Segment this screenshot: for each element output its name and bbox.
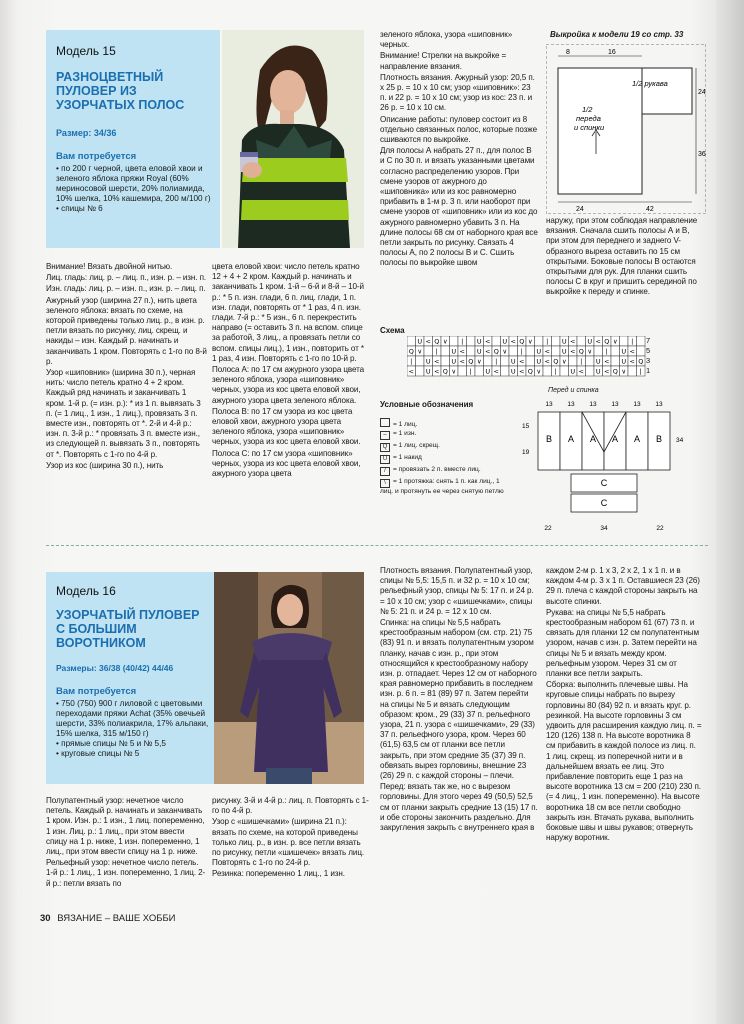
scheme-cell — [637, 346, 646, 356]
model15-text-col1 — [46, 262, 208, 534]
scheme-symbol: ∨ — [561, 357, 567, 366]
model15-text-col4 — [546, 216, 702, 320]
scheme-symbol: | — [580, 357, 583, 366]
model16-text-col4 — [546, 566, 702, 908]
scheme-symbol: | — [520, 347, 523, 356]
scheme-symbol: < — [459, 357, 465, 366]
fb-top-num: 13 — [589, 401, 597, 408]
scheme-symbol: Q — [442, 367, 448, 376]
paragraph: Полоса С: по 17 см узора «шиповник» черных, узора из кос цвета еловой хвои, ажурного узора цвета — [212, 448, 361, 479]
model16-need-item: • круговые спицы № 5 — [56, 749, 140, 758]
section-divider — [46, 545, 708, 546]
scheme-symbol: Q — [612, 367, 618, 376]
front-back-diagram — [516, 396, 692, 536]
fb-strip-letter: A — [633, 434, 641, 444]
legend-symbol: \ — [380, 479, 390, 488]
scheme-symbol: U — [536, 347, 542, 356]
paragraph: Ажурный узор (ширина 27 п.), нить цвета зеленого яблока: вязать по схеме, на которой приведены только лиц. р., в изн. р. петли вязать по рисунку, лиц. скрещ. и накиды – изн. Каждый р. начинать и заканчивать 1 кром. Повторять с 1-го по 8-й р. — [46, 295, 207, 366]
scheme-symbol: | — [546, 337, 549, 346]
scheme-symbol: U — [595, 357, 601, 366]
page-number: 30 — [40, 913, 51, 924]
scheme-symbol: ∨ — [502, 347, 508, 356]
fb-top-num: 13 — [633, 401, 641, 408]
scheme-cell — [611, 346, 620, 356]
scheme-cell — [416, 366, 425, 376]
fb-strip-letter: A — [611, 434, 619, 444]
scheme-symbol: Q — [638, 357, 644, 366]
paragraph: Узор с «шишечками» (ширина 21 п.): вязать по схеме, на которой приведены только лиц. р., в изн. р. все петли вязать по рисунку, петли «шишечек» вязать лиц. Повторять с 1-го по 24-й р. — [212, 817, 364, 868]
fb-top-num: 13 — [567, 401, 575, 408]
scheme-symbol: < — [425, 337, 431, 346]
scheme-symbol: | — [410, 357, 413, 366]
scheme-cell — [611, 356, 620, 366]
pattern-body-label-line: переда — [576, 114, 601, 123]
paragraph: Рукава: на спицы № 5,5 набрать крестообразным набором 61 (67) 73 п. и связать для планки 12 см полупатентным узором, начав с изн. р. Затем перейти на спицы № 5 и вязать между кром. рельефным узором. Через 31 см от планки все петли закрыть. — [546, 607, 699, 679]
model16-title: УЗОРЧАТЫЙ ПУЛОВЕР С БОЛЬШИМ ВОРОТНИКОМ — [56, 608, 200, 650]
scheme-symbol: Q — [578, 347, 584, 356]
paragraph: Узор «шиповник» (ширина 30 п.), черная нить: число петель кратно 4 + 2 кром. Каждый ряд начинать и заканчивать 1 кром. 1-й р. (= изн. р.): * из 1 п. вывязать 3 п. (= 1 лиц., 1 изн., 1 лиц.), провязать 3 п. вместе изн., повторять от *. 2-й и 4-й р.: изн. п. 3-й р.: * провязать 3 п. вместе изн., из следующей п. вывязать 3 п., повторять от *. Повторять с 1-го по 4-й р. — [46, 368, 201, 459]
scheme-symbol: < — [485, 337, 491, 346]
scheme-cell — [552, 336, 561, 346]
pattern-top-num: 8 — [566, 49, 570, 56]
model16-need-item: • 750 (750) 900 г лиловой с цветовыми переходами пряжи Achat (35% овечьей шерсти, 33% полиакрила, 17% альпаки, 15% шелка, 315 м/150 г) — [56, 699, 209, 738]
model16-size: Размеры: 36/38 (40/42) 44/46 — [56, 663, 174, 673]
pattern-right-num: 36 — [698, 151, 706, 158]
scheme-cell — [569, 356, 578, 366]
scheme-symbol: < — [595, 337, 601, 346]
scheme-cell — [407, 336, 416, 346]
paragraph: Узор из кос (ширина 30 п.), нить — [46, 460, 164, 470]
legend-text: = 1 изн. — [393, 430, 417, 437]
scheme-symbol: < — [604, 357, 610, 366]
model15-title: РАЗНОЦВЕТНЫЙ ПУЛОВЕР ИЗ УЗОРЧАТЫХ ПОЛОС — [56, 70, 185, 112]
scheme-symbol: ∨ — [527, 337, 533, 346]
paragraph: Плотность вязания. Ажурный узор: 20,5 п. x 25 р. = 10 x 10 см; узор «шиповник»: 23 п. и 22 р. = 10 x 10 см; узор из кос: 23 п. и 26 р. = 10 x 10 см. — [380, 72, 535, 113]
pattern-bottom-num: 24 — [576, 206, 584, 213]
scheme-symbol: < — [434, 367, 440, 376]
scheme-cell — [441, 356, 450, 366]
legend-symbol: U — [380, 455, 390, 464]
scheme-row-num: 5 — [646, 346, 651, 355]
scheme-symbol: U — [476, 337, 482, 346]
scheme-symbol: < — [629, 347, 635, 356]
front-back-title: Перед и спинка — [548, 387, 599, 394]
legend-item — [380, 442, 500, 452]
scheme-row-nums — [646, 336, 658, 376]
scheme-symbol: U — [621, 357, 627, 366]
scheme-symbol: < — [570, 347, 576, 356]
paragraph: рисунку. 3-й и 4-й р.: лиц. п. Повторять с 1-го по 4-й р. — [212, 796, 369, 816]
paragraph: наружу, при этом соблюдая направление вязания. Сначала сшить полосы А и В, при этом для переднего и заднего V-образного выреза оставить по 15 см открытыми. Боковые полосы В остаются открытыми для рук. Для планки сшить полосы С в круг и пришить серединой по выкройке к переду и спинке. — [546, 216, 698, 297]
paragraph: Плотность вязания. Полупатентный узор, спицы № 5,5: 15,5 п. и 32 р. = 10 x 10 см; рельефный узор, спицы № 5: 17 п. и 24 р. = 10 x 10 см; узор с «шишечками», спицы № 5: 21 п. и 24 р. = 12 x 10 см. — [380, 566, 534, 616]
pattern-right-num: 24 — [698, 89, 706, 96]
model16-needs-list — [56, 699, 212, 759]
model15-needs-list — [56, 164, 212, 214]
page-footer — [40, 913, 176, 924]
fb-left-num: 19 — [522, 449, 530, 456]
scheme-symbol: ∨ — [536, 367, 542, 376]
scheme-symbol: U — [476, 347, 482, 356]
paragraph: Лиц. гладь: лиц. р. – лиц. п., изн. р. – изн. п. — [46, 273, 207, 283]
scheme-cell — [441, 346, 450, 356]
scheme-symbol: ∨ — [476, 357, 482, 366]
scheme-symbol: U — [561, 337, 567, 346]
fb-strip-letter: B — [655, 434, 663, 444]
scheme-cell — [484, 356, 493, 366]
scheme-symbol: U — [536, 357, 542, 366]
pattern-body-label-line: и спинки — [574, 123, 605, 132]
magazine-name: ВЯЗАНИЕ – ВАШЕ ХОББИ — [57, 913, 176, 924]
scheme-cell — [526, 346, 535, 356]
scheme-symbol: < — [519, 357, 525, 366]
model15-info-panel — [46, 30, 220, 248]
legend-symbol — [380, 418, 390, 427]
scheme-symbol: U — [595, 367, 601, 376]
model15-label: Модель 15 — [56, 44, 116, 58]
model15-text-col3 — [380, 30, 538, 320]
scheme-cell — [424, 346, 433, 356]
pattern-diagram — [546, 44, 706, 214]
scheme-symbol: U — [570, 367, 576, 376]
scheme-symbol: ∨ — [417, 347, 423, 356]
fb-bottom-num: 22 — [544, 525, 552, 532]
scheme-row-num: 1 — [646, 366, 651, 375]
scheme-symbol: U — [510, 367, 516, 376]
legend-item — [380, 430, 500, 440]
scheme-symbol: ∨ — [612, 337, 618, 346]
fb-strip-letter: B — [545, 434, 553, 444]
paragraph: Для полосы А набрать 27 п., для полос В и С по 30 п. и вязать указанными цветами согласно распределению узоров. При смене узоров от ажурного до «шиповника» или из кос равномерно прибавить в 1-м р. 3 п. или наоборот при смене узоров от «шиповник» или из кос до ажурного равномерно убавить 3 п. На длине полосы 68 см от наборного края все петли закрыть по рисунку. Связать 4 полосы А, по 2 полосы В и С. Сшить полосы по выкройке швом — [380, 146, 538, 268]
scheme-symbol: | — [639, 367, 642, 376]
scheme-cell — [450, 336, 459, 346]
legend-item — [380, 466, 510, 476]
scheme-symbol: U — [510, 357, 516, 366]
scheme-symbol: < — [604, 367, 610, 376]
paragraph: Изн. гладь: лиц. р. – изн. п., изн. р. – лиц. п. — [46, 284, 206, 294]
paragraph: Полупатентный узор: нечетное число петель. Каждый р. начинать и заканчивать 1 кром. Изн. р.: 1 изн., 1 лиц. попеременно, 1 изн. Лиц. р.: 1 лиц., при этом ввести спицу на 1 р. ниже, 1 изн. попеременно, 1 лиц., при этом ввести спицу на 1 р. ниже. — [46, 796, 205, 857]
scheme-symbol: | — [631, 337, 634, 346]
scheme-symbol: < — [434, 357, 440, 366]
fb-bottom-num: 22 — [656, 525, 664, 532]
scheme-symbol: U — [502, 337, 508, 346]
scheme-cell — [628, 366, 637, 376]
paragraph: Описание работы: пуловер состоит из 8 отдельно связанных полос, которые позже сшиваются по выкройке. — [380, 114, 538, 145]
legend-text: = 1 накид — [393, 454, 422, 461]
scheme-symbol: | — [605, 347, 608, 356]
scheme-cell — [416, 356, 425, 366]
scheme-symbol: U — [425, 367, 431, 376]
scheme-symbol: Q — [434, 337, 440, 346]
scheme-cell — [620, 336, 629, 346]
scheme-cell — [577, 336, 586, 346]
scheme-cell — [492, 336, 501, 346]
scheme-symbol: < — [485, 347, 491, 356]
scheme-cells — [407, 336, 645, 376]
paragraph: каждом 2-м р. 1 x 3, 2 x 2, 1 x 1 п. и в каждом 4-м р. 3 x 1 п. Оставшиеся 23 (26) 29 п. плеча с каждой стороны закрыть на высоте спинки. — [546, 566, 700, 606]
scheme-symbol: | — [554, 367, 557, 376]
paragraph: Спинка: на спицы № 5,5 набрать крестообразным набором (см. стр. 21) 75 (83) 91 п. и вязать полупатентным узором планку, начав с изн. р., при этом относящийся к крестообразному набору изн. р. отпадает. Через 12 см от наборного края равномерно прибавить в последнем изн. р. 6 п. = 81 (89) 97 п. Затем перейти на спицы № 5 и вязать следующим образом: кром., 29 (33) 37 п. рельефного узора, 21 п. узора с «шишечками», 29 (33) 37 п. рельефного узора, кром. Через 60 (61,5) 63,5 см от планки все петли закрыть, при этом средние 35 (37) 39 п. обвязать вырез горловины, внешние 23 (26) 29 п. с каждой стороны – плечи. — [380, 618, 537, 781]
scheme-cell — [501, 366, 510, 376]
scheme-symbol: U — [561, 347, 567, 356]
fb-band-letter: C — [600, 478, 608, 488]
paragraph: Перед: вязать так же, но с вырезом горловины. Для этого через 49 (50,5) 52,5 см от планки закрыть средние 13 (15) 17 п. и обе стороны закончить раздельно. Для закругления закрыть с внутреннего края в — [380, 782, 538, 833]
scheme-symbol: < — [519, 367, 525, 376]
fb-strip-letter: A — [567, 434, 575, 444]
fb-band-letter: C — [600, 498, 608, 508]
legend-symbol: / — [380, 467, 390, 476]
model15-text-col2 — [212, 262, 370, 534]
scheme-symbol: | — [469, 367, 472, 376]
paragraph: Внимание! Вязать двойной нитью. — [46, 262, 173, 271]
scheme-symbol: ∨ — [621, 367, 627, 376]
scheme-symbol: U — [417, 337, 423, 346]
fb-bottom-num: 34 — [600, 525, 608, 532]
knit-scheme-grid — [407, 336, 657, 380]
scheme-cell — [509, 346, 518, 356]
scheme-symbol: U — [425, 357, 431, 366]
scheme-symbol: U — [587, 337, 593, 346]
legend-text: = 1 лиц. скрещ. — [393, 442, 440, 449]
pattern-top-num: 16 — [608, 49, 616, 56]
scheme-symbol: Q — [408, 347, 414, 356]
scheme-symbol: < — [510, 337, 516, 346]
scheme-symbol: | — [435, 347, 438, 356]
model16-text-col1 — [46, 796, 206, 906]
scheme-symbol: | — [461, 337, 464, 346]
model15-photo — [222, 30, 364, 248]
scheme-symbol: ∨ — [587, 347, 593, 356]
pattern-heading: Выкройка к модели 19 со стр. 33 — [550, 30, 684, 39]
legend-title: Условные обозначения — [380, 400, 474, 409]
legend-text: = 1 протяжка: снять 1 п. как лиц., 1 лиц. и протянуть ее через снятую петлю — [380, 478, 504, 495]
page-spine-shadow — [716, 0, 744, 1024]
scheme-symbol: < — [493, 367, 499, 376]
scheme-symbol: ∨ — [451, 367, 457, 376]
paragraph: Резинка: попеременно 1 лиц., 1 изн. — [212, 869, 345, 879]
paragraph: Полоса В: по 17 см узора из кос цвета еловой хвои, ажурного узора цвета зеленого яблока, узора «шиповник» черных, узора из кос цвета еловой хвои. — [212, 406, 361, 447]
legend-symbol: – — [380, 431, 390, 440]
scheme-symbol: < — [570, 337, 576, 346]
paragraph: цвета еловой хвои: число петель кратно 12 + 4 + 2 кром. Каждый р. начинать и заканчивать 1 кром. 1-й – 6-й и 8-й – 10-й р.: * 5 п. изн. глади, 6 п. лиц. глади, 1 п. изн. глади, повторять от * 1 раз, 4 п. изн. глади. 7-й р.: * 5 изн., 6 п. перекрестить направо (= оставить 3 п. на вспом. спице за работой, 3 лиц., а провязать петли со вспом. спицы лиц.), 1 изн., повторить от * 1 раз, 4 изн. Повторять с 1-го по 10-й р. — [212, 262, 364, 363]
pattern-sleeve-label: 1/2 рукава — [632, 79, 668, 88]
scheme-symbol: Q — [553, 357, 559, 366]
pattern-bottom-num: 42 — [646, 206, 654, 213]
scheme-symbol: U — [485, 367, 491, 376]
scheme-symbol: < — [544, 347, 550, 356]
scheme-symbol: < — [629, 357, 635, 366]
fb-drawing — [522, 401, 684, 532]
scheme-symbol: Q — [519, 337, 525, 346]
scheme-cell — [467, 336, 476, 346]
model15-need-item: • по 200 г черной, цвета еловой хвои и зеленого яблока пряжи Royal (60% мериносовой шерсти, 20% полиамида, 10% шелка, 10% кашемира, 200 м/100 г) — [56, 164, 211, 203]
scheme-cell — [535, 336, 544, 346]
scheme-cell — [586, 356, 595, 366]
fb-top-num: 13 — [545, 401, 553, 408]
fb-left-num: 15 — [522, 423, 530, 430]
scheme-symbol: ∨ — [442, 337, 448, 346]
scheme-symbol: Q — [604, 337, 610, 346]
scheme-cell — [458, 366, 467, 376]
scheme-symbol: U — [451, 357, 457, 366]
scheme-symbol: < — [459, 347, 465, 356]
paragraph: Сборка: выполнить плечевые швы. На круговые спицы набрать по вырезу горловины 80 (84) 92 п. и вязать круг. р. резинкой. На высоте горловины 3 см удвоить для расширения каждую лиц. п. = 120 (126) 138 п. На высоте воротника 8 см прибавить в каждой полосе из лиц. п. 1 лиц. скрещ. из поперечной нити и в дальнейшем вязать ее лиц. Это прибавление повторить еще 1 раз на высоте воротника 13 см = 200 (210) 230 п. (= 4 лиц., 1 изн. попеременно). На высоте воротника 18 см все петли свободно закрыть изн. Втачать рукава, выполнить боковые швы и швы рукавов; отвернуть наружу воротник. — [546, 680, 702, 843]
paragraph: Внимание! Стрелки на выкройке = направление вязания. — [380, 51, 507, 71]
model16-label: Модель 16 — [56, 584, 116, 598]
model16-need-item: • прямые спицы № 5 и № 5,5 — [56, 739, 166, 748]
scheme-symbol: Q — [527, 367, 533, 376]
scheme-symbol: U — [451, 347, 457, 356]
scheme-cell — [543, 366, 552, 376]
fb-top-num: 13 — [611, 401, 619, 408]
pattern-body-label-line: 1/2 — [582, 105, 593, 114]
legend-symbol: Q — [380, 443, 390, 452]
paragraph: Полоса А: по 17 см ажурного узора цвета зеленого яблока, узора «шиповник» черных, узора из кос цвета еловой хвои, ажурного узора цвета зеленого яблока. — [212, 365, 365, 405]
legend-item — [380, 418, 500, 429]
scheme-symbol: Q — [493, 347, 499, 356]
model16-need-heading: Вам потребуется — [56, 686, 137, 697]
scheme-cell — [637, 336, 646, 346]
scheme-row-num: 7 — [646, 336, 651, 345]
legend-item — [380, 454, 500, 464]
scheme-cell — [526, 356, 535, 366]
model16-text-col2 — [212, 796, 370, 906]
model15-need-heading: Вам потребуется — [56, 151, 137, 162]
scheme-cell — [594, 346, 603, 356]
paragraph: зеленого яблока, узора «шиповник» черных. — [380, 30, 513, 50]
scheme-symbol: | — [495, 357, 498, 366]
scheme-title: Схема — [380, 326, 405, 335]
scheme-symbol: < — [408, 367, 414, 376]
scheme-symbol: < — [578, 367, 584, 376]
scheme-symbol: U — [621, 347, 627, 356]
scheme-row-num: 3 — [646, 356, 651, 365]
scheme-cell — [467, 346, 476, 356]
model15-need-item: • спицы № 6 — [56, 204, 103, 213]
scheme-cell — [501, 356, 510, 366]
fb-strip-letter: A — [589, 434, 597, 444]
scheme-cell — [552, 346, 561, 356]
scheme-cell — [586, 366, 595, 376]
model15-size: Размер: 34/36 — [56, 128, 117, 138]
paragraph: Рельефный узор: нечетное число петель. 1-й р.: 1 лиц., 1 изн. попеременно, 1 лиц. 2-й р.: петли вязать по — [46, 858, 206, 888]
model16-text-col3 — [380, 566, 538, 908]
scheme-cell — [560, 366, 569, 376]
model16-photo — [214, 572, 364, 784]
scheme-symbol: < — [544, 357, 550, 366]
legend-text: = 1 лиц. — [393, 421, 418, 428]
fb-top-num: 13 — [655, 401, 663, 408]
fb-right-num: 34 — [676, 437, 684, 444]
legend-text: = провязать 2 п. вместе лиц. — [393, 466, 481, 473]
scheme-symbol: Q — [468, 357, 474, 366]
legend-item — [380, 478, 510, 496]
scheme-cell — [475, 366, 484, 376]
